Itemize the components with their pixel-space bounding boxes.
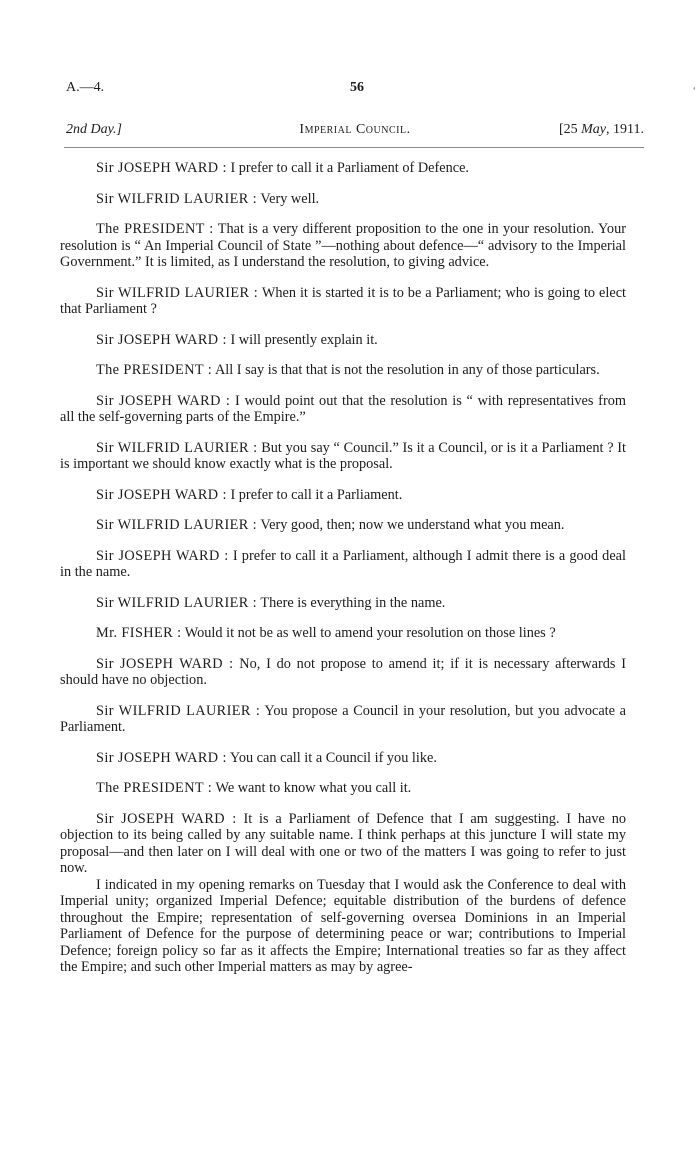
- speech-text: Very good, then; now we understand what you mean.: [260, 517, 565, 533]
- speech-text: I prefer to call it a Parliament of Defence.: [230, 160, 470, 176]
- speech-text: It is a Parliament of Defence that I am suggesting. I have no objection to its being called by any suitable name. I think perhaps at this juncture I will state my proposal—and then later on I will deal with one or two of the matters I was going to refer to just now.: [60, 810, 626, 876]
- speaker-name: Sir JOSEPH WARD :: [96, 810, 237, 827]
- speech-paragraph: [60, 362, 626, 379]
- speech-paragraph: [60, 750, 626, 767]
- speaker-name: Sir JOSEPH WARD :: [96, 547, 229, 564]
- speaker-name: The PRESIDENT :: [96, 780, 213, 796]
- speech-paragraph: [60, 285, 626, 318]
- speech-text: No, I do not propose to amend it; if it is necessary afterwards I should have no objection.: [60, 655, 626, 688]
- speech-text: I will presently explain it.: [230, 331, 378, 348]
- speaker-name: Sir JOSEPH WARD :: [96, 655, 234, 672]
- speaker-name: Sir WILFRID LAURIER :: [96, 594, 258, 611]
- speech-text: But you say “ Council.” Is it a Council, or is it a Parliament ? It is important we should know exactly what is the proposal.: [60, 439, 626, 472]
- transcript-body: [60, 160, 626, 976]
- speaker-name: Sir JOSEPH WARD :: [96, 486, 227, 503]
- page-number: 56: [350, 80, 364, 95]
- speech-text: Very well.: [260, 190, 320, 207]
- speech-text: We want to know what you call it.: [215, 780, 412, 796]
- speech-paragraph: [60, 703, 626, 736]
- speaker-name: The PRESIDENT :: [96, 362, 213, 378]
- speech-text: That is a very different proposition to the one in your resolution. Your resolution is “ An Imperial Council of State ”—nothing about defence—“ advisory to the Imperial Government.” It is limited, as I understand the resolution, to giving advice.: [60, 221, 626, 270]
- speaker-name: Sir WILFRID LAURIER :: [96, 190, 258, 207]
- speaker-name: Sir WILFRID LAURIER :: [96, 702, 261, 719]
- speech-paragraph: [60, 221, 626, 271]
- speaker-name: Sir WILFRID LAURIER :: [96, 284, 259, 301]
- speech-paragraph: [60, 811, 626, 877]
- speech-paragraph: [60, 160, 626, 177]
- speech-text: I prefer to call it a Parliament, although I admit there is a good deal in the name.: [60, 547, 626, 580]
- speech-text: When it is started it is to be a Parliament; who is going to elect that Parliament ?: [60, 284, 627, 317]
- running-header: [66, 122, 644, 142]
- speech-paragraph: [60, 656, 626, 689]
- speech-text: I would point out that the resolution is “ with representatives from all the self-governing parts of the Empire.”: [60, 392, 626, 425]
- speaker-name: Sir WILFRID LAURIER :: [96, 517, 258, 533]
- edge-mark: ‘: [692, 86, 696, 97]
- speech-paragraph: [60, 595, 626, 612]
- header-rule: [64, 147, 644, 148]
- speech-paragraph: [60, 780, 626, 797]
- speech-paragraph: [60, 393, 626, 426]
- speaker-name: Sir JOSEPH WARD :: [96, 392, 231, 409]
- speaker-name: The PRESIDENT :: [96, 221, 214, 237]
- document-reference: A.—4.: [66, 80, 105, 95]
- speech-paragraph: [60, 625, 626, 642]
- speech-paragraph-continued: [60, 877, 626, 976]
- speech-text: Would it not be as well to amend your resolution on those lines ?: [184, 625, 556, 641]
- top-header: [66, 80, 648, 100]
- speech-text: There is everything in the name.: [260, 594, 446, 611]
- speech-paragraph: [60, 487, 626, 504]
- speech-text: You can call it a Council if you like.: [229, 749, 437, 766]
- running-head-title: Imperial Council.: [299, 122, 411, 137]
- running-head-day: 2nd Day.]: [66, 122, 122, 137]
- speech-text: All I say is that that is not the resolution in any of those particulars.: [214, 362, 600, 378]
- speaker-name: Sir WILFRID LAURIER :: [96, 439, 258, 456]
- speech-paragraph: [60, 332, 626, 349]
- speaker-name: Mr. FISHER :: [96, 625, 182, 641]
- speech-text: I indicated in my opening remarks on Tuesday that I would ask the Conference to deal with Imperial unity; organized Imperial Defence; equitable distribution of the burdens of defence throughout the Empire; representation of self-governing oversea Dominions in an Imperial Parliament of Defence for the purpose of determining peace or war; contributions to Imperial Defence; foreign policy so far as it affects the Empire; International treaties so far as they affect the Empire; and such other Imperial matters as may by agree-: [60, 876, 626, 975]
- speech-paragraph: [60, 548, 626, 581]
- speech-paragraph: [60, 440, 626, 473]
- speaker-name: Sir JOSEPH WARD :: [96, 749, 227, 766]
- speech-paragraph: [60, 191, 626, 208]
- speaker-name: Sir JOSEPH WARD :: [96, 331, 227, 348]
- speaker-name: Sir JOSEPH WARD :: [96, 160, 227, 176]
- speech-paragraph: [60, 517, 626, 534]
- speech-text: I prefer to call it a Parliament.: [230, 486, 403, 503]
- speech-text: You propose a Council in your resolution, but you advocate a Parliament.: [60, 702, 627, 735]
- running-head-date: [25 May, 1911.: [558, 122, 644, 137]
